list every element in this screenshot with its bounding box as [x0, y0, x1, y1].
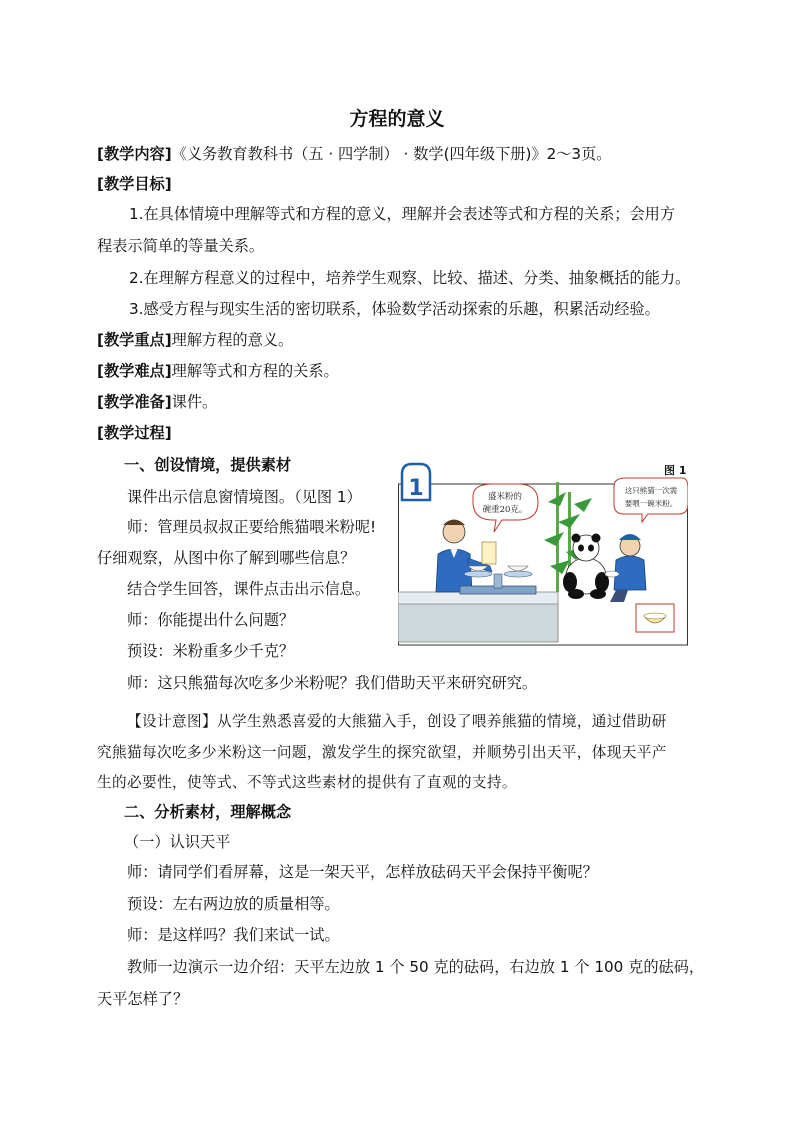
difficulty-label: [教学难点] [97, 362, 172, 380]
svg-text:这只熊猫一次需: 这只熊猫一次需 [624, 486, 678, 495]
difficulty-text: 理解等式和方程的关系。 [171, 362, 339, 380]
content-text: 《义务教育教科书（五 · 四学制） · 数学(四年级下册)》2～3页。 [171, 145, 612, 163]
process-line-1: 课件出示信息窗情境图。（见图 1） [127, 488, 362, 506]
content-label: [教学内容] [97, 145, 172, 163]
svg-text:碗重20克。: 碗重20克。 [482, 505, 528, 515]
process-line-11-b: 天平怎样了？ [97, 990, 189, 1008]
goals-label: [教学目标] [97, 175, 172, 193]
key-point-row [97, 330, 293, 350]
svg-text:盛米粉的: 盛米粉的 [487, 492, 523, 502]
process-line-11-a: 教师一边演示一边介绍：天平左边放 1 个 50 克的砝码，右边放 1 个 100 克的砝码， [127, 958, 705, 976]
process-line-8: 师：请同学们看屏幕，这是一架天平，怎样放砝码天平会保持平衡呢？ [127, 863, 598, 881]
section-1-heading: 一、创设情境，提供素材 [124, 456, 292, 474]
page-title: 方程的意义 [349, 108, 445, 130]
key-point-label: [教学重点] [97, 331, 172, 349]
subsection-1: （一）认识天平 [124, 833, 231, 851]
process-line-4: 结合学生回答，课件点击出示信息。 [127, 580, 370, 598]
process-line-6: 预设：米粉重多少千克？ [127, 642, 295, 660]
process-line-3: 仔细观察，从图中你了解到哪些信息？ [97, 549, 356, 567]
key-point-text: 理解方程的意义。 [171, 331, 294, 349]
design-note-line-2: 究熊猫每次吃多少米粉这一问题，激发学生的探究欲望，并顺势引出天平，体现天平产 [97, 744, 667, 761]
bowl-inset [636, 604, 674, 632]
design-note-line-3: 生的必要性，使等式、不等式这些素材的提供有了直观的支持。 [97, 774, 517, 791]
figure-label: 图 1 [664, 464, 687, 477]
goal-1-line-1: 1.在具体情境中理解等式和方程的意义，理解并会表述等式和方程的关系；会用方 [129, 205, 676, 223]
figure-number: 1 [408, 476, 424, 501]
section-2-heading: 二、分析素材，理解概念 [124, 803, 292, 821]
process-label: [教学过程] [97, 424, 172, 442]
goal-1-line-2: 程表示简单的等量关系。 [97, 237, 265, 255]
counter [398, 602, 558, 642]
preparation-text: 课件。 [171, 393, 218, 411]
design-note-line-1: 【设计意图】从学生熟悉喜爱的大熊猫入手，创设了喂养熊猫的情境，通过借助研 [127, 713, 667, 730]
process-line-10: 师：是这样吗？我们来试一试。 [127, 926, 340, 944]
process-line-9: 预设：左右两边放的质量相等。 [127, 895, 340, 913]
process-line-2: 师：管理员叔叔正要给熊猫喂米粉呢! [127, 518, 377, 536]
difficulty-row [97, 361, 339, 381]
content-row [97, 144, 611, 164]
process-line-5: 师：你能提出什么问题？ [127, 611, 295, 629]
svg-text:要喂一碗米粉。: 要喂一碗米粉。 [624, 499, 678, 508]
figure-1-illustration [398, 462, 688, 646]
goal-2: 2.在理解方程意义的过程中，培养学生观察、比较、描述、分类、抽象概括的能力。 [129, 269, 691, 287]
figure-number-badge [402, 464, 430, 501]
preparation-label: [教学准备] [97, 393, 172, 411]
goal-3: 3.感受方程与现实生活的密切联系，体验数学活动探索的乐趣，积累活动经验。 [129, 300, 660, 318]
preparation-row [97, 392, 217, 412]
process-line-7: 师：这只熊猫每次吃多少米粉呢？我们借助天平来研究研究。 [127, 674, 538, 692]
